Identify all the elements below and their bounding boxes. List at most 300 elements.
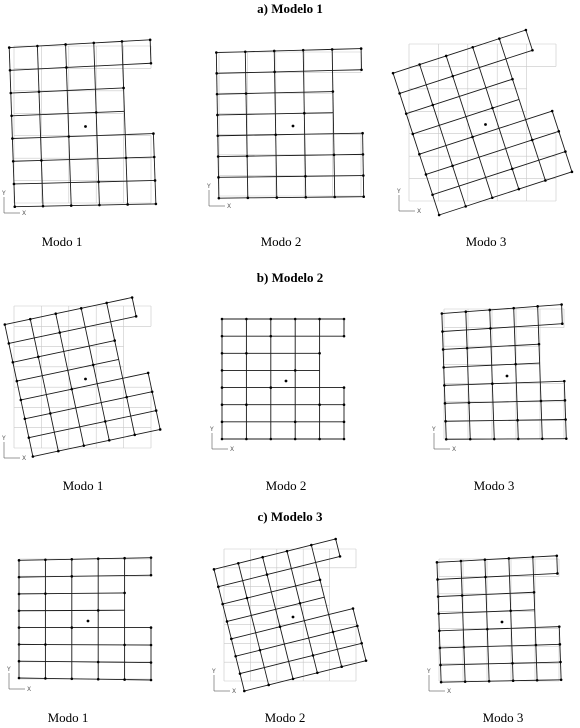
deformed-beam: [5, 319, 30, 324]
deformed-beam: [440, 647, 464, 648]
node-point: [551, 110, 554, 113]
node-point: [57, 450, 60, 453]
deformed-beam: [95, 66, 96, 89]
deformed-beam: [280, 627, 284, 644]
node-point: [216, 134, 219, 137]
node-point: [340, 665, 343, 668]
node-point: [564, 150, 567, 153]
deformed-beam: [15, 206, 43, 207]
deformed-beam: [393, 65, 420, 74]
node-point: [215, 51, 218, 54]
deformed-beam: [420, 56, 447, 65]
deformed-beam: [291, 569, 295, 586]
deformed-beam: [485, 576, 509, 577]
node-point: [13, 183, 16, 186]
deformed-beam: [12, 138, 40, 139]
node-point: [557, 130, 560, 133]
deformed-beam: [125, 134, 153, 135]
deformed-beam: [336, 539, 340, 556]
deformed-beam: [445, 403, 469, 404]
node-point: [29, 318, 32, 321]
node-point: [431, 104, 434, 107]
deformed-beam: [304, 92, 333, 93]
deformed-beam: [559, 627, 560, 645]
deformed-beam: [70, 159, 98, 160]
deformed-beam: [238, 563, 242, 580]
deformed-beam: [105, 416, 130, 421]
deformed-beam: [70, 182, 98, 183]
node-point: [460, 560, 463, 563]
deformed-beam: [72, 384, 97, 389]
node-point: [18, 677, 21, 680]
deformed-beam: [313, 649, 337, 655]
node-point: [68, 135, 71, 138]
node-point: [541, 437, 544, 440]
node-point: [536, 679, 539, 682]
deformed-beam: [468, 366, 469, 384]
node-point: [356, 625, 359, 628]
deformed-beam: [489, 663, 513, 664]
deformed-beam: [101, 397, 126, 402]
deformed-beam: [10, 70, 11, 93]
deformed-beam: [466, 330, 467, 348]
deformed-beam: [264, 668, 268, 685]
deformed-beam: [444, 385, 468, 386]
deformed-beam: [68, 370, 72, 389]
node-point: [468, 401, 471, 404]
node-point: [133, 434, 136, 437]
deformed-beam: [514, 327, 515, 346]
deformed-beam: [465, 664, 466, 681]
node-point: [491, 382, 494, 385]
y-axis-label: Y: [210, 426, 214, 433]
deformed-beam: [214, 569, 218, 586]
deformed-beam: [126, 157, 154, 158]
node-point: [12, 160, 15, 163]
deformed-beam: [324, 597, 328, 614]
deformed-beam: [561, 662, 562, 680]
deformed-beam: [96, 111, 124, 112]
node-point: [498, 37, 501, 40]
deformed-beam: [333, 626, 357, 632]
deformed-beam: [9, 48, 10, 71]
mass-centre-point: [84, 378, 87, 381]
deformed-beam: [535, 627, 536, 645]
deformed-beam: [506, 59, 513, 79]
deformed-beam: [516, 383, 517, 402]
deformed-beam: [127, 397, 131, 416]
diagram-modelo-2-modo-2: [208, 305, 358, 453]
node-point: [44, 558, 47, 561]
node-point: [217, 585, 220, 588]
deformed-beam: [66, 66, 94, 67]
node-point: [70, 388, 73, 391]
deformed-shape: [222, 319, 344, 439]
node-point: [425, 173, 428, 176]
node-point: [442, 348, 445, 351]
diagram-modelo-3-modo-1: [5, 545, 165, 693]
deformed-beam: [251, 615, 255, 632]
deformed-beam: [93, 359, 118, 364]
deformed-beam: [34, 333, 59, 338]
deformed-beam: [67, 91, 68, 114]
node-point: [486, 628, 489, 631]
deformed-beam: [97, 384, 101, 403]
deformed-beam: [227, 621, 231, 638]
deformed-beam: [461, 561, 462, 578]
deformed-beam: [538, 305, 562, 307]
deformed-beam: [509, 558, 510, 575]
deformed-beam: [440, 648, 441, 665]
deformed-beam: [487, 612, 488, 629]
node-point: [221, 386, 224, 389]
node-point: [466, 347, 469, 350]
deformed-beam: [437, 561, 461, 562]
deformed-beam: [538, 325, 539, 344]
deformed-beam: [80, 427, 84, 446]
deformed-beam: [280, 621, 304, 627]
deformed-beam: [499, 128, 506, 148]
deformed-beam: [564, 381, 565, 400]
axis-indicator: [1, 190, 26, 217]
deformed-beam: [128, 204, 156, 205]
deformed-beam: [17, 381, 21, 400]
node-point: [339, 555, 342, 558]
deformed-beam: [246, 114, 275, 115]
deformed-beam: [13, 357, 38, 362]
deformed-beam: [514, 325, 538, 327]
deformed-beam: [316, 556, 340, 562]
deformed-beam: [442, 312, 466, 314]
node-point: [246, 155, 249, 158]
node-point: [465, 310, 468, 313]
deformed-beam: [486, 169, 513, 178]
node-point: [437, 612, 440, 615]
deformed-beam: [459, 186, 466, 206]
node-point: [439, 664, 442, 667]
node-point: [8, 46, 11, 49]
deformed-beam: [506, 50, 533, 59]
node-point: [532, 556, 535, 559]
deformed-beam: [515, 344, 539, 345]
mode-label: Modo 2: [265, 478, 307, 493]
node-point: [451, 75, 454, 78]
node-point: [525, 29, 528, 32]
deformed-beam: [33, 451, 58, 456]
deformed-beam: [565, 152, 572, 172]
deformed-beam: [565, 400, 566, 419]
diagram-modelo-1-modo-3: [395, 30, 570, 215]
deformed-beam: [305, 134, 334, 135]
node-point: [270, 438, 273, 441]
deformed-beam: [332, 49, 361, 50]
deformed-beam: [539, 344, 540, 363]
deformed-beam: [153, 134, 154, 157]
deformed-beam: [313, 655, 317, 672]
deformed-beam: [127, 392, 152, 397]
mass-centre-point: [84, 125, 87, 128]
deformed-beam: [513, 663, 537, 664]
node-point: [511, 168, 514, 171]
deformed-beam: [99, 182, 100, 205]
deformed-beam: [487, 611, 511, 612]
node-point: [150, 574, 153, 577]
deformed-beam: [9, 343, 13, 362]
node-point: [442, 366, 445, 369]
deformed-beam: [486, 79, 513, 88]
deformed-beam: [309, 638, 313, 655]
node-point: [343, 318, 346, 321]
y-axis-label: Y: [2, 435, 6, 442]
node-point: [275, 196, 278, 199]
node-point: [332, 631, 335, 634]
deformed-beam: [486, 177, 493, 197]
deformed-beam: [333, 70, 362, 71]
deformed-beam: [14, 184, 15, 207]
y-axis-label: Y: [7, 666, 11, 673]
deformed-beam: [533, 556, 557, 557]
deformed-beam: [56, 308, 81, 313]
deformed-beam: [274, 50, 303, 51]
deformed-beam: [441, 665, 442, 682]
deformed-beam: [533, 557, 534, 575]
deformed-beam: [513, 663, 514, 680]
deformed-beam: [333, 632, 337, 649]
node-point: [239, 672, 242, 675]
deformed-beam: [511, 611, 512, 628]
deformed-beam: [267, 575, 271, 592]
node-point: [438, 630, 441, 633]
deformed-beam: [465, 664, 489, 665]
node-point: [149, 39, 152, 42]
node-point: [445, 55, 448, 58]
deformed-beam: [64, 351, 68, 370]
deformed-beam: [99, 204, 127, 205]
node-point: [125, 396, 128, 399]
deformed-beam: [245, 51, 274, 52]
deformed-beam: [467, 348, 468, 366]
deformed-beam: [512, 79, 519, 99]
deformed-beam: [337, 649, 341, 666]
deformed-beam: [462, 594, 486, 595]
node-point: [491, 107, 494, 110]
node-point: [439, 647, 442, 650]
deformed-beam: [509, 557, 533, 558]
node-point: [436, 561, 439, 564]
node-point: [444, 420, 447, 423]
deformed-beam: [463, 629, 487, 630]
deformed-beam: [439, 125, 446, 145]
deformed-beam: [30, 314, 55, 319]
node-point: [518, 188, 521, 191]
node-point: [441, 312, 444, 315]
deformed-beam: [533, 573, 557, 574]
node-point: [418, 153, 421, 156]
node-point: [304, 175, 307, 178]
deformed-beam: [19, 560, 45, 561]
deformed-beam: [275, 113, 304, 114]
deformed-beam: [40, 115, 41, 138]
node-point: [491, 196, 494, 199]
deformed-beam: [9, 338, 34, 343]
node-point: [343, 438, 346, 441]
diagram-modelo-3-modo-3: [425, 545, 573, 695]
deformed-beam: [256, 627, 280, 633]
node-point: [565, 437, 568, 440]
deformed-beam: [464, 646, 488, 647]
deformed-beam: [260, 650, 264, 667]
deformed-beam: [11, 93, 12, 116]
deformed-beam: [519, 99, 526, 119]
node-point: [273, 71, 276, 74]
node-point: [49, 412, 52, 415]
deformed-beam: [267, 569, 291, 575]
mode-label: Modo 1: [47, 710, 89, 725]
node-point: [398, 92, 401, 95]
deformed-beam: [42, 183, 70, 184]
deformed-beam: [443, 348, 467, 349]
deformed-beam: [446, 146, 453, 166]
deformed-beam: [362, 643, 366, 660]
deformed-beam: [39, 92, 40, 115]
deformed-beam: [227, 615, 251, 621]
deformed-beam: [304, 70, 333, 71]
deformed-beam: [231, 639, 235, 656]
deformed-beam: [70, 160, 71, 183]
deformed-beam: [413, 125, 440, 134]
deformed-beam: [446, 137, 473, 146]
deformed-beam: [536, 644, 560, 645]
deformed-shape: [437, 556, 561, 682]
deformed-beam: [38, 69, 39, 92]
node-point: [267, 684, 270, 687]
node-point: [544, 179, 547, 182]
node-point: [333, 196, 336, 199]
node-point: [40, 159, 43, 162]
deformed-beam: [537, 663, 538, 681]
deformed-beam: [85, 327, 89, 346]
undeformed-grid: [14, 46, 151, 203]
node-point: [299, 602, 302, 605]
deformed-beam: [38, 351, 63, 356]
deformed-beam: [545, 172, 572, 181]
deformed-beam: [304, 615, 328, 621]
mode-label: Modo 2: [260, 234, 302, 249]
deformed-beam: [98, 159, 99, 182]
deformed-beam: [124, 111, 125, 134]
deformed-beam: [494, 421, 495, 439]
deformed-shape: [5, 297, 160, 456]
deformed-beam: [105, 421, 109, 440]
node-point: [122, 87, 125, 90]
deformed-beam: [11, 92, 39, 93]
deformed-beam: [492, 189, 519, 198]
deformed-beam: [125, 135, 126, 158]
deformed-beam: [517, 401, 541, 402]
deformed-beam: [131, 416, 135, 435]
node-point: [488, 680, 491, 683]
node-point: [104, 420, 107, 423]
deformed-beam: [466, 328, 490, 330]
deformed-beam: [236, 656, 240, 673]
node-point: [125, 157, 128, 160]
node-point: [18, 593, 21, 596]
node-point: [438, 214, 441, 217]
deformed-beam: [217, 114, 246, 115]
node-point: [362, 174, 365, 177]
node-point: [509, 610, 512, 613]
deformed-beam: [342, 661, 366, 667]
deformed-beam: [276, 603, 300, 609]
deformed-beam: [300, 603, 304, 620]
deformed-beam: [506, 149, 513, 169]
deformed-beam: [486, 594, 487, 611]
node-point: [560, 303, 563, 306]
node-point: [556, 572, 559, 575]
deformed-beam: [453, 166, 460, 186]
deformed-beam: [97, 135, 125, 136]
y-axis-label: Y: [207, 183, 211, 190]
deformed-beam: [60, 327, 85, 332]
deformed-beam: [236, 650, 260, 656]
deformed-beam: [499, 30, 526, 39]
deformed-beam: [491, 347, 492, 365]
deformed-beam: [263, 557, 267, 574]
deformed-beam: [42, 376, 46, 395]
deformed-beam: [541, 400, 565, 401]
deformed-beam: [25, 413, 50, 418]
node-point: [292, 678, 295, 681]
node-point: [226, 620, 229, 623]
deformed-beam: [444, 366, 468, 367]
deformed-beam: [41, 137, 69, 138]
deformed-beam: [107, 297, 132, 302]
node-point: [571, 171, 574, 174]
node-point: [294, 438, 297, 441]
deformed-beam: [125, 558, 151, 559]
node-point: [360, 47, 363, 50]
node-point: [531, 49, 534, 52]
deformed-beam: [439, 613, 463, 614]
node-point: [20, 399, 23, 402]
node-point: [270, 335, 273, 338]
node-point: [318, 318, 321, 321]
deformed-beam: [217, 94, 246, 95]
node-point: [279, 625, 282, 628]
deformed-beam: [536, 645, 537, 663]
node-point: [266, 573, 269, 576]
deformed-beam: [442, 314, 443, 332]
node-point: [352, 607, 355, 610]
deformed-beam: [93, 365, 97, 384]
deformed-beam: [303, 49, 332, 50]
node-point: [71, 626, 74, 629]
deformed-beam: [506, 140, 533, 149]
deformed-beam: [439, 206, 466, 215]
deformed-beam: [289, 661, 293, 678]
deformed-beam: [443, 349, 444, 367]
deformed-beam: [240, 674, 244, 691]
node-point: [333, 154, 336, 157]
node-point: [512, 307, 515, 310]
undeformed-grid: [409, 44, 556, 201]
node-point: [218, 197, 221, 200]
deformed-beam: [453, 76, 460, 96]
deformed-beam: [445, 403, 446, 421]
node-point: [360, 642, 363, 645]
mode-label: Modo 3: [465, 234, 507, 249]
mode-label: Modo 1: [41, 234, 83, 249]
